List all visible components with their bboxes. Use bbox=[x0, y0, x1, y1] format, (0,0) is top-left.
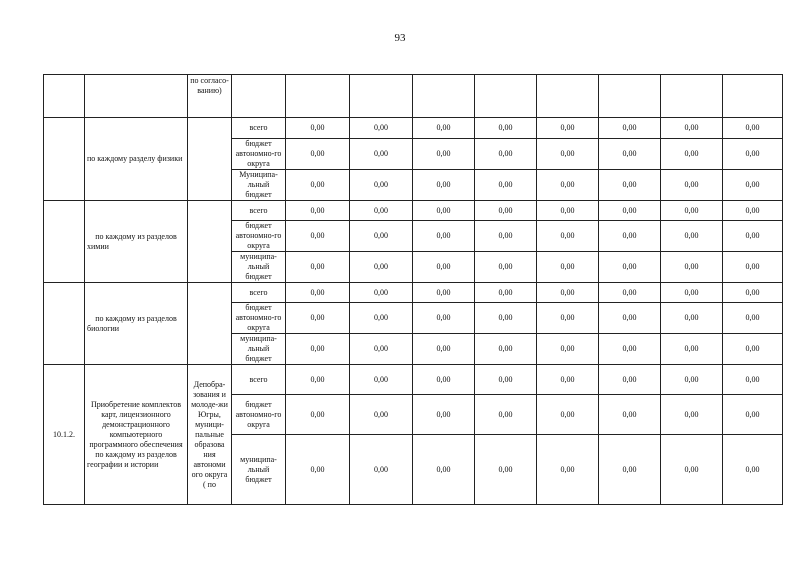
value-cell: 0,00 bbox=[475, 303, 537, 334]
value-cell: 0,00 bbox=[537, 283, 599, 303]
value-cell: 0,00 bbox=[350, 118, 413, 139]
value-cell: 0,00 bbox=[475, 283, 537, 303]
value-cell: 0,00 bbox=[350, 252, 413, 283]
source-cell: муниципа-льный бюджет bbox=[232, 252, 286, 283]
value-cell: 0,00 bbox=[599, 334, 661, 365]
value-cell: 0,00 bbox=[599, 201, 661, 221]
page-number: 93 bbox=[394, 32, 406, 44]
description-cell: Приобретение комплектов карт, лицензионного демонстрационного компьютерного программного обеспечения по каждому из разделов географии и истории bbox=[85, 365, 188, 505]
value-cell bbox=[723, 75, 783, 118]
value-cell: 0,00 bbox=[537, 118, 599, 139]
value-cell: 0,00 bbox=[286, 334, 350, 365]
value-cell: 0,00 bbox=[413, 435, 475, 505]
value-cell: 0,00 bbox=[350, 334, 413, 365]
value-cell: 0,00 bbox=[286, 170, 350, 201]
value-cell: 0,00 bbox=[475, 435, 537, 505]
value-cell: 0,00 bbox=[537, 395, 599, 435]
executor-cell bbox=[188, 118, 232, 201]
value-cell: 0,00 bbox=[661, 365, 723, 395]
value-cell: 0,00 bbox=[286, 365, 350, 395]
value-cell: 0,00 bbox=[723, 201, 783, 221]
value-cell: 0,00 bbox=[286, 252, 350, 283]
source-cell bbox=[232, 75, 286, 118]
value-cell: 0,00 bbox=[350, 303, 413, 334]
value-cell: 0,00 bbox=[599, 395, 661, 435]
code-cell bbox=[44, 118, 85, 201]
value-cell: 0,00 bbox=[537, 252, 599, 283]
value-cell: 0,00 bbox=[661, 395, 723, 435]
executor-cell: Депобра-зования и молоде-жи Югры, муници-пальные образова ния автономи ого округа ( по bbox=[188, 365, 232, 505]
value-cell: 0,00 bbox=[286, 221, 350, 252]
value-cell: 0,00 bbox=[286, 395, 350, 435]
value-cell: 0,00 bbox=[413, 201, 475, 221]
value-cell: 0,00 bbox=[661, 334, 723, 365]
code-cell bbox=[44, 201, 85, 283]
value-cell: 0,00 bbox=[599, 252, 661, 283]
value-cell: 0,00 bbox=[475, 170, 537, 201]
value-cell: 0,00 bbox=[723, 118, 783, 139]
value-cell: 0,00 bbox=[723, 435, 783, 505]
value-cell: 0,00 bbox=[286, 303, 350, 334]
value-cell: 0,00 bbox=[723, 283, 783, 303]
value-cell: 0,00 bbox=[599, 118, 661, 139]
value-cell: 0,00 bbox=[413, 395, 475, 435]
value-cell: 0,00 bbox=[723, 303, 783, 334]
value-cell: 0,00 bbox=[537, 365, 599, 395]
source-cell: муниципа-льный бюджет bbox=[232, 334, 286, 365]
value-cell: 0,00 bbox=[723, 139, 783, 170]
value-cell bbox=[537, 75, 599, 118]
value-cell: 0,00 bbox=[413, 303, 475, 334]
source-cell: всего bbox=[232, 283, 286, 303]
source-cell: всего bbox=[232, 118, 286, 139]
value-cell: 0,00 bbox=[413, 118, 475, 139]
value-cell: 0,00 bbox=[413, 221, 475, 252]
value-cell: 0,00 bbox=[599, 435, 661, 505]
description-cell: по каждому из разделов биологии bbox=[85, 283, 188, 365]
table-row bbox=[44, 201, 783, 221]
value-cell: 0,00 bbox=[661, 435, 723, 505]
executor-cell bbox=[188, 283, 232, 365]
continuation-row bbox=[44, 75, 783, 118]
value-cell: 0,00 bbox=[413, 334, 475, 365]
value-cell: 0,00 bbox=[537, 303, 599, 334]
value-cell bbox=[350, 75, 413, 118]
source-cell: бюджет автономно-го округа bbox=[232, 395, 286, 435]
source-cell: Муниципа-льный бюджет bbox=[232, 170, 286, 201]
source-cell: бюджет автономно-го округа bbox=[232, 221, 286, 252]
value-cell bbox=[286, 75, 350, 118]
value-cell: 0,00 bbox=[350, 201, 413, 221]
value-cell: 0,00 bbox=[350, 435, 413, 505]
code-cell bbox=[44, 75, 85, 118]
description-cell bbox=[85, 75, 188, 118]
description-cell: по каждому разделу физики bbox=[85, 118, 188, 201]
source-cell: всего bbox=[232, 201, 286, 221]
value-cell: 0,00 bbox=[723, 395, 783, 435]
value-cell: 0,00 bbox=[599, 365, 661, 395]
table-row bbox=[44, 365, 783, 395]
value-cell: 0,00 bbox=[286, 201, 350, 221]
value-cell: 0,00 bbox=[661, 303, 723, 334]
value-cell: 0,00 bbox=[475, 395, 537, 435]
source-cell: муниципа-льный бюджет bbox=[232, 435, 286, 505]
value-cell: 0,00 bbox=[475, 201, 537, 221]
value-cell: 0,00 bbox=[537, 170, 599, 201]
value-cell: 0,00 bbox=[599, 139, 661, 170]
value-cell: 0,00 bbox=[661, 170, 723, 201]
value-cell: 0,00 bbox=[350, 221, 413, 252]
source-cell: бюджет автономно-го округа bbox=[232, 303, 286, 334]
value-cell: 0,00 bbox=[661, 201, 723, 221]
value-cell: 0,00 bbox=[661, 118, 723, 139]
value-cell: 0,00 bbox=[661, 283, 723, 303]
value-cell bbox=[599, 75, 661, 118]
value-cell: 0,00 bbox=[537, 201, 599, 221]
value-cell: 0,00 bbox=[537, 221, 599, 252]
value-cell: 0,00 bbox=[350, 139, 413, 170]
value-cell: 0,00 bbox=[350, 365, 413, 395]
value-cell: 0,00 bbox=[537, 139, 599, 170]
table-row bbox=[44, 118, 783, 139]
value-cell: 0,00 bbox=[286, 118, 350, 139]
value-cell bbox=[475, 75, 537, 118]
value-cell: 0,00 bbox=[286, 435, 350, 505]
value-cell: 0,00 bbox=[413, 252, 475, 283]
value-cell: 0,00 bbox=[475, 334, 537, 365]
code-cell bbox=[44, 283, 85, 365]
value-cell: 0,00 bbox=[475, 252, 537, 283]
value-cell: 0,00 bbox=[537, 334, 599, 365]
budget-table bbox=[43, 74, 783, 505]
value-cell: 0,00 bbox=[475, 365, 537, 395]
value-cell: 0,00 bbox=[723, 252, 783, 283]
value-cell: 0,00 bbox=[599, 303, 661, 334]
value-cell: 0,00 bbox=[723, 221, 783, 252]
code-cell: 10.1.2. bbox=[44, 365, 85, 505]
value-cell: 0,00 bbox=[599, 170, 661, 201]
value-cell: 0,00 bbox=[350, 283, 413, 303]
value-cell: 0,00 bbox=[286, 139, 350, 170]
value-cell: 0,00 bbox=[475, 221, 537, 252]
value-cell: 0,00 bbox=[413, 365, 475, 395]
executor-cell bbox=[188, 201, 232, 283]
table-row bbox=[44, 283, 783, 303]
value-cell: 0,00 bbox=[350, 395, 413, 435]
value-cell: 0,00 bbox=[475, 118, 537, 139]
value-cell: 0,00 bbox=[413, 170, 475, 201]
value-cell: 0,00 bbox=[413, 139, 475, 170]
value-cell: 0,00 bbox=[723, 365, 783, 395]
source-cell: всего bbox=[232, 365, 286, 395]
value-cell: 0,00 bbox=[599, 221, 661, 252]
value-cell: 0,00 bbox=[286, 283, 350, 303]
value-cell: 0,00 bbox=[661, 221, 723, 252]
value-cell: 0,00 bbox=[661, 139, 723, 170]
value-cell: 0,00 bbox=[599, 283, 661, 303]
value-cell: 0,00 bbox=[537, 435, 599, 505]
value-cell: 0,00 bbox=[723, 170, 783, 201]
value-cell: 0,00 bbox=[723, 334, 783, 365]
description-cell: по каждому из разделов химии bbox=[85, 201, 188, 283]
value-cell bbox=[661, 75, 723, 118]
source-cell: бюджет автономно-го округа bbox=[232, 139, 286, 170]
value-cell: 0,00 bbox=[661, 252, 723, 283]
value-cell: 0,00 bbox=[350, 170, 413, 201]
executor-cell: по согласо-ванию) bbox=[188, 75, 232, 118]
value-cell: 0,00 bbox=[475, 139, 537, 170]
value-cell: 0,00 bbox=[413, 283, 475, 303]
value-cell bbox=[413, 75, 475, 118]
